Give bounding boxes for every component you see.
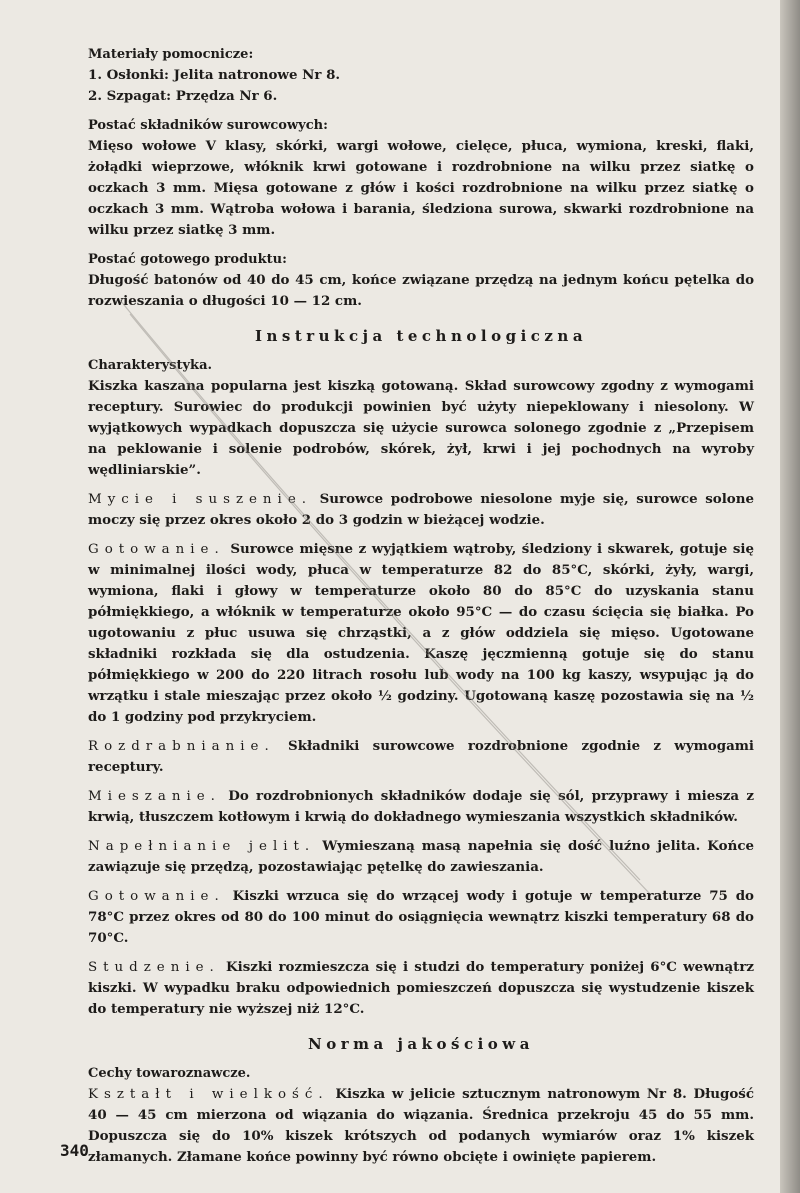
step-text: Kiszki wrzuca się do wrzącej wody i gotuje w temperaturze 75 do 78°C przez okres od 80 do 100 minut do osiągnięcia wewnątrz kiszki temperatury 68 do 70°C. [88,888,754,946]
page-content [88,44,754,1168]
quality-text: Kiszka w jelicie sztucznym natronowym Nr 8. Długość 40 — 45 cm mierzona od wiązania do wiązania. Średnica przekroju 45 do 55 mm. Dopuszcza się do 10% kiszek krótszych od podanych wymiarów oraz 1% kiszek złamanych. Złamane końce powinny być równo obcięte i owinięte papierem. [88,1086,754,1165]
step-label: Mieszanie. [88,789,221,804]
step-label: Studzenie. [88,960,220,975]
step-cooking [88,539,754,728]
quality-heading: Cechy towaroznawcze. [88,1066,251,1081]
quality-label: Kształt i wielkość. [88,1087,329,1102]
step-boiling [88,886,754,949]
step-filling [88,836,754,878]
raw-form-text: Mięso wołowe V klasy, skórki, wargi wołowe, cielęce, płuca, wymiona, kreski, flaki, żołądki wieprzowe, włóknik krwi gotowane i rozdrobnione na wilku przez siatkę o oczkach 3 mm. Mięsa gotowane z głów i kości rozdrobnione na wilku przez siatkę o oczkach 3 mm. Wątroba wołowa i barania, śledziona surowa, skwarki rozdrobnione na wilku przez siatkę 3 mm. [88,138,754,238]
materials-item-2: 2. Szpagat: Przędza Nr 6. [88,88,278,104]
step-label: Mycie i suszenie. [88,492,313,507]
quality-title: Norma jakościowa [308,1035,534,1053]
finished-form-text: Długość batonów od 40 do 45 cm, końce związane przędzą na jednym końcu pętelka do rozwieszania o długości 10 — 12 cm. [88,272,754,309]
step-washing [88,489,754,531]
step-text: Do rozdrobnionych składników dodaje się sól, przyprawy i miesza z krwią, tłuszczem kotłowym i krwią do dokładnego wymieszania wszystkich składników. [88,788,754,825]
step-text: Wymieszaną masą napełnia się dość luźno jelita. Końce zawiązuje się przędzą, pozostawiając pętelkę do zawieszania. [88,838,754,875]
step-label: Gotowanie. [88,889,225,904]
step-cooling [88,957,754,1020]
step-text: Surowce mięsne z wyjątkiem wątroby, śledziony i skwarek, gotuje się w minimalnej ilości wody, płuca w temperaturze 82 do 85°C, skórki, żyły, wargi, wymiona, flaki i głowy w temperaturze około 80 do 85°C do uzyskania stanu półmiękkiego, a włóknik w temperaturze około 95°C — do czasu ścięcia się białka. Po ugotowaniu z płuc usuwa się chrząstki, a z głów oddziela się mięso. Ugotowane składniki rozkłada się dla ostudzenia. Kaszę jęczmienną gotuje się do stanu półmiękkiego w 200 do 220 litrach rosołu lub wody na 100 kg kaszy, wsypując ją do wrzątku i stale mieszając przez około ½ godziny. Ugotowaną kaszę pozostawia się na ½ do 1 godziny pod przykryciem. [88,541,754,725]
materials-heading: Materiały pomocnicze: [88,47,254,62]
step-text: Surowce podrobowe niesolone myje się, surowce solone moczy się przez okres około 2 do 3 godzin w bieżącej wodzie. [88,491,754,528]
instruction-title: Instrukcja technologiczna [254,327,588,345]
characteristics-heading: Charakterystyka. [88,358,213,373]
step-label: Rozdrabnianie. [88,739,275,754]
step-grinding [88,736,754,778]
quality-shape-size [88,1084,754,1168]
step-mixing [88,786,754,828]
step-text: Składniki surowcowe rozdrobnione zgodnie z wymogami receptury. [88,738,755,775]
characteristics-text: Kiszka kaszana popularna jest kiszką gotowaną. Skład surowcowy zgodny z wymogami receptury. Surowiec do produkcji powinien być użyty niepeklowany i niesolony. W wyjątkowych wypadkach dopuszcza się użycie surowca solonego zgodnie z „Przepisem na peklowanie i solenie podrobów, skórek, żył, krwi i jej pochodnych na wyroby wędliniarskie”. [88,378,754,478]
page-number: 340 [60,1141,89,1160]
step-label: Napełnianie jelit. [88,839,316,854]
page-edge-shadow [780,0,800,1193]
materials-item-1: 1. Osłonki: Jelita natronowe Nr 8. [88,67,341,83]
step-label: Gotowanie. [88,542,225,557]
step-text: Kiszki rozmieszcza się i studzi do temperatury poniżej 6°C wewnątrz kiszki. W wypadku braku odpowiednich pomieszczeń dopuszcza się wystudzenie kiszek do temperatury nie wyższej niż 12°C. [88,959,754,1017]
finished-form-heading: Postać gotowego produktu: [88,252,287,267]
raw-form-heading: Postać składników surowcowych: [88,118,328,133]
